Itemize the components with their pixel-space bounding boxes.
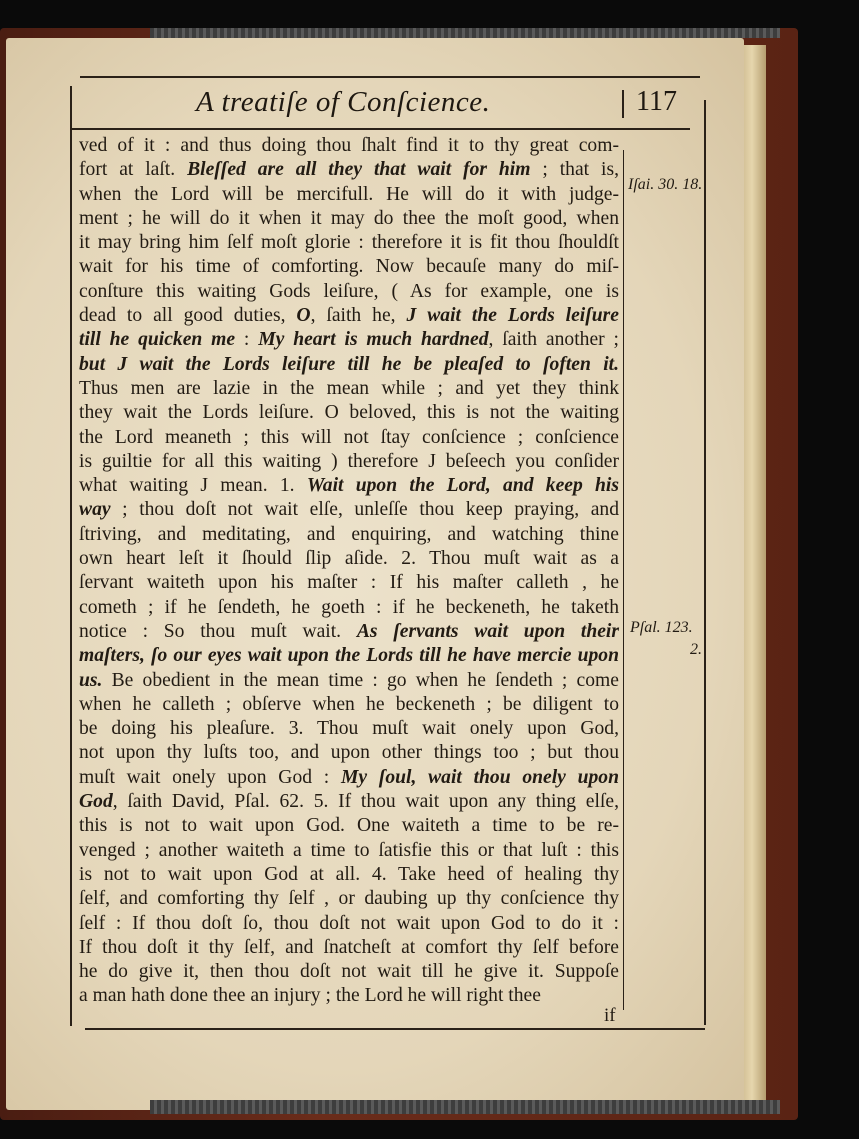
text-line xyxy=(79,571,619,595)
right-outer-rule xyxy=(704,100,706,1025)
text-line xyxy=(79,207,619,231)
text-line xyxy=(79,353,619,377)
text-run: they wait the Lords leiſure. O beloved, this is not the waiting xyxy=(79,402,619,424)
text-run: is guiltie for all this waiting ) therefore J beſeech you conſider xyxy=(79,450,619,472)
text-line xyxy=(79,887,619,911)
margin-divider xyxy=(623,150,624,1010)
text-line xyxy=(79,304,619,328)
text-line xyxy=(79,426,619,450)
italic-run: O xyxy=(296,305,311,327)
text-line xyxy=(79,814,619,838)
text-run: muſt wait onely upon God : xyxy=(79,766,341,788)
text-run: : xyxy=(235,329,259,351)
text-line xyxy=(79,474,619,498)
text-line xyxy=(79,523,619,547)
text-line xyxy=(79,134,619,158)
top-rule xyxy=(80,76,700,78)
text-run: when he calleth ; obſerve when he beckeneth ; be diligent to xyxy=(79,693,619,715)
text-run: ; thou doſt not wait elſe, unleſſe thou keep praying, and xyxy=(110,499,619,521)
text-run: Thus men are lazie in the mean while ; and yet they think xyxy=(79,377,619,399)
text-run: conſture this waiting Gods leiſure, ( As for example, one is xyxy=(79,280,619,302)
text-line xyxy=(79,984,619,1008)
text-run: be doing his pleaſure. 3. Thou muſt wait onely upon God, xyxy=(79,718,619,740)
body-text xyxy=(79,134,619,1009)
text-run: it may bring him ſelf moſt glorie : therefore it is fit thou ſhouldſt xyxy=(79,232,619,254)
text-line xyxy=(79,255,619,279)
text-line xyxy=(79,717,619,741)
text-line xyxy=(79,547,619,571)
text-line xyxy=(79,644,619,668)
text-run: fort at laſt. xyxy=(79,159,188,181)
italic-run: As ſervants wait upon their xyxy=(356,620,619,642)
text-line xyxy=(79,620,619,644)
text-run: is not to wait upon God at all. 4. Take heed of healing thy xyxy=(79,863,619,885)
text-run: notice : So thou muſt wait. xyxy=(79,620,357,642)
text-line xyxy=(79,450,619,474)
text-run: venged ; another waiteth a time to ſatisfie this or that luſt : this xyxy=(79,839,619,861)
text-line xyxy=(79,693,619,717)
text-run: ment ; he will do it when it may do thee the moſt good, when xyxy=(79,207,619,229)
text-run: wait for his time of comforting. Now becauſe many do miſ- xyxy=(79,256,619,278)
text-run: ſelf, and comforting thy ſelf , or daubing up thy conſcience thy xyxy=(79,888,619,910)
text-run: not upon thy luſts too, and upon other things too ; but thou xyxy=(79,742,619,764)
text-line xyxy=(79,936,619,960)
text-run: own heart leſt it ſhould ſlip aſide. 2. Thou muſt wait as a xyxy=(79,548,619,570)
italic-run: God xyxy=(79,791,113,813)
text-run: ved of it : and thus doing thou ſhalt find it to thy great com- xyxy=(79,135,619,156)
text-line xyxy=(79,377,619,401)
italic-run: My ſoul, wait thou onely upon xyxy=(340,766,619,788)
text-run: he do give it, then thou doſt not wait till he give it. Suppoſe xyxy=(79,961,619,983)
text-run: , ſaith he, xyxy=(310,305,407,327)
margin-note-psalm-verse: 2. xyxy=(690,641,702,658)
italic-run: maſters, ſo our eyes wait upon the Lords till he have mercie upon xyxy=(79,645,619,667)
text-run: ſervant waiteth upon his maſter : If his maſter calleth , he xyxy=(79,572,619,594)
text-line xyxy=(79,863,619,887)
bottom-rule xyxy=(85,1028,705,1030)
text-run: what waiting J mean. 1. xyxy=(79,475,307,497)
italic-run: but J wait the Lords leiſure till he be pleaſed to ſoften it. xyxy=(79,353,619,375)
text-line xyxy=(79,960,619,984)
catchword: if xyxy=(604,1005,616,1026)
text-line xyxy=(79,183,619,207)
text-line xyxy=(79,766,619,790)
text-run: ſelf : If thou doſt ſo, thou doſt not wait upon God to do it : xyxy=(79,912,619,934)
left-frame-rule xyxy=(70,86,72,1026)
header-divider xyxy=(622,90,624,118)
page-number: 117 xyxy=(636,86,677,117)
text-line xyxy=(79,158,619,182)
text-line xyxy=(79,790,619,814)
text-line xyxy=(79,328,619,352)
header-rule xyxy=(70,128,690,130)
text-run: If thou doſt it thy ſelf, and ſnatcheſt at comfort thy ſelf before xyxy=(79,936,619,958)
text-run: ; that is, xyxy=(530,159,619,181)
text-run: cometh ; if he ſendeth, he goeth : if he beckeneth, he taketh xyxy=(79,596,619,618)
italic-run: Bleſſed are all they that wait for him xyxy=(187,159,531,181)
text-run: , ſaith David, Pſal. 62. 5. If thou wait upon any thing elſe, xyxy=(112,791,619,813)
text-run: this is not to wait upon God. One waiteth a time to be re- xyxy=(79,815,619,837)
italic-run: us. xyxy=(79,669,103,691)
margin-note-psalm: Pſal. 123. xyxy=(630,619,693,636)
italic-run: J wait the Lords leiſure xyxy=(406,305,619,327)
text-line xyxy=(79,401,619,425)
margin-note-isaiah: Iſai. 30. 18. xyxy=(628,176,703,193)
text-run: when the Lord will be mercifull. He will do it with judge- xyxy=(79,183,619,205)
text-run: , ſaith another ; xyxy=(488,329,619,351)
text-line xyxy=(79,839,619,863)
italic-run: Wait upon the Lord, and keep his xyxy=(306,475,619,497)
text-line xyxy=(79,912,619,936)
headband-top xyxy=(150,28,780,38)
text-run: a man hath done thee an injury ; the Lord he will right thee xyxy=(79,985,541,1007)
text-line xyxy=(79,498,619,522)
text-line xyxy=(79,231,619,255)
text-line xyxy=(79,596,619,620)
text-run: the Lord meaneth ; this will not ſtay conſcience ; conſcience xyxy=(79,426,619,448)
text-line xyxy=(79,741,619,765)
italic-run: My heart is much hardned xyxy=(258,329,489,351)
text-line xyxy=(79,669,619,693)
text-line xyxy=(79,280,619,304)
headband-bottom xyxy=(150,1100,780,1114)
text-run: ſtriving, and meditating, and enquiring, and watching thine xyxy=(79,523,619,545)
italic-run: till he quicken me xyxy=(79,329,236,351)
text-run: dead to all good duties, xyxy=(79,305,297,327)
italic-run: way xyxy=(79,499,111,521)
page-title: A treatiſe of Conſcience. xyxy=(196,86,491,118)
text-run: Be obedient in the mean time : go when he ſendeth ; come xyxy=(102,669,619,691)
